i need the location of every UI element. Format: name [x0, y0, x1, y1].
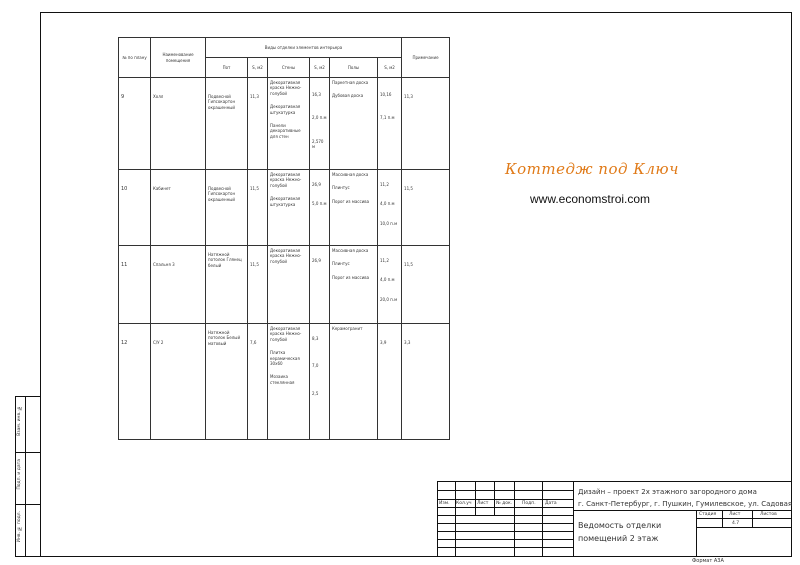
floor-area: 4,0 п.м: [380, 277, 395, 283]
floor-area: 3,9: [380, 340, 387, 345]
wall-finish: Декоративная штукатурка: [270, 196, 301, 207]
floor-area: 10,0 п.м: [380, 220, 398, 226]
finish-schedule-table: [118, 37, 450, 440]
brand-site: www.economstroi.com: [530, 192, 651, 206]
row-num: 11: [119, 246, 151, 324]
sheet-title: [578, 519, 661, 545]
table-header-row: [119, 38, 450, 58]
floor-area: 10,16: [380, 92, 392, 97]
table-row: [119, 324, 450, 440]
wall-area: 16,3: [312, 92, 321, 97]
row-floor: [330, 324, 378, 440]
row-s3: [378, 170, 402, 246]
tb-col-date: Дата: [545, 501, 557, 506]
row-floor: [330, 246, 378, 324]
tb-col-doc: № док.: [496, 501, 513, 506]
row-ceiling: Натяжной потолок Белый матовый: [206, 324, 248, 440]
row-s1: 11,5: [248, 170, 268, 246]
floor-finish: Керамогранит: [332, 326, 363, 331]
header-finish-group: Виды отделки элементов интерьера: [206, 38, 402, 58]
sheet-title-line: Ведомость отделки: [578, 521, 662, 530]
row-walls: [268, 324, 310, 440]
header-s3: S, м2: [378, 58, 402, 78]
floor-area: 11,2: [380, 258, 389, 263]
wall-area: 5,0 п.м: [312, 201, 327, 207]
tb-col-sheet: Лист: [477, 501, 489, 506]
row-note: 11,5: [402, 246, 450, 324]
header-num: № по плану: [119, 38, 151, 78]
side-label-inv: Инв. № подл.: [17, 511, 22, 543]
row-s2: [310, 246, 330, 324]
wall-area: 2,0 п.м: [312, 115, 327, 121]
project-line: г. Санкт-Петербург, г. Пушкин, Гумилевское, ул. Садовая: [578, 500, 793, 508]
row-room: С/У 2: [151, 324, 206, 440]
wall-area: 2,5: [312, 390, 319, 396]
header-note: Примечание: [402, 38, 450, 78]
side-label-replace: Взам. инв. №: [17, 405, 22, 436]
title-block: [437, 481, 792, 557]
wall-finish: Декоративная краска Нежно-голубой: [270, 172, 302, 188]
wall-area: 26,9: [312, 182, 321, 187]
row-s2: [310, 170, 330, 246]
row-s2: [310, 78, 330, 170]
row-s3: [378, 246, 402, 324]
row-walls: [268, 170, 310, 246]
floor-area: 11,2: [380, 182, 389, 187]
wall-area: 7,0: [312, 363, 319, 369]
side-label-sign: Подп. и дата: [17, 459, 22, 490]
floor-area: 7,1 п.м: [380, 115, 395, 121]
row-note: 11,5: [402, 170, 450, 246]
row-ceiling: Подвесной Гипсокартон окрашенный: [206, 170, 248, 246]
floor-finish: Порог из массива: [332, 198, 370, 204]
floor-finish: Плинтус: [332, 185, 350, 191]
tb-col-change: Изм.: [439, 501, 450, 506]
side-stamp: [15, 396, 40, 557]
header-floor: Полы: [330, 58, 378, 78]
row-num: 10: [119, 170, 151, 246]
wall-finish: Декоративная штукатурка: [270, 104, 301, 115]
table-row: [119, 78, 450, 170]
row-s3: [378, 324, 402, 440]
project-line: Дизайн – проект 2х этажного загородного дома: [578, 488, 757, 496]
row-walls: [268, 78, 310, 170]
wall-finish: Панели декоративные для стен: [270, 122, 301, 139]
floor-finish: Массивная доска: [332, 248, 369, 253]
header-ceiling: Пот: [206, 58, 248, 78]
table-row: [119, 246, 450, 324]
wall-finish: Декоративная краска Нежно-голубой: [270, 80, 302, 96]
row-room: Холл: [151, 78, 206, 170]
brand-name: Коттедж под Ключ: [505, 160, 679, 178]
sheet-title-line: помещений 2 этаж: [578, 534, 659, 543]
floor-area: 4,0 п.м: [380, 201, 395, 207]
header-s2: S, м2: [310, 58, 330, 78]
project-title: [578, 486, 792, 510]
table-row: [119, 170, 450, 246]
tb-stage-label: Стадия: [699, 512, 717, 517]
header-s1: S, м2: [248, 58, 268, 78]
row-s1: 11,5: [248, 246, 268, 324]
row-s1: 7,6: [248, 324, 268, 440]
wall-finish: Декоративная краска Нежно-голубой: [270, 248, 302, 264]
floor-area: 20,0 п.м: [380, 296, 398, 302]
floor-finish: Плинтус: [332, 261, 350, 267]
row-ceiling: Подвесной Гипсокартон окрашенный: [206, 78, 248, 170]
row-ceiling: Натяжной потолок Глянец белый: [206, 246, 248, 324]
tb-col-count: Кол.уч: [456, 501, 472, 506]
wall-finish: Плитка керамическая 30х60: [270, 350, 300, 366]
row-num: 12: [119, 324, 151, 440]
header-walls: Стены: [268, 58, 310, 78]
wall-area: 2,570 м: [312, 138, 324, 150]
row-floor: [330, 78, 378, 170]
tb-sheet-label: Лист: [729, 512, 741, 517]
floor-finish: Массивная доска: [332, 172, 369, 177]
floor-finish: Порог из массива: [332, 274, 370, 280]
row-s2: [310, 324, 330, 440]
wall-finish: Декоративная краска Нежно-голубой: [270, 326, 302, 342]
floor-finish: Дубовая доска: [332, 93, 364, 99]
tb-sheets-label: Листов: [760, 512, 777, 517]
row-num: 9: [119, 78, 151, 170]
row-room: Кабинет: [151, 170, 206, 246]
tb-col-sign: Подп.: [522, 501, 536, 506]
tb-sheet-value: 4.7: [732, 521, 740, 526]
wall-area: 8,3: [312, 336, 319, 341]
wall-area: 26,9: [312, 258, 321, 263]
row-s1: 11,3: [248, 78, 268, 170]
wall-finish: Мозаика стеклянная: [270, 374, 295, 385]
row-note: 11,3: [402, 78, 450, 170]
row-floor: [330, 170, 378, 246]
row-s3: [378, 78, 402, 170]
paper-format: Формат А3А: [692, 558, 724, 564]
row-walls: [268, 246, 310, 324]
row-room: Спальня 3: [151, 246, 206, 324]
floor-finish: Паркетная доска: [332, 80, 369, 85]
row-note: 3,3: [402, 324, 450, 440]
header-room: Наименование помещения: [151, 38, 206, 78]
